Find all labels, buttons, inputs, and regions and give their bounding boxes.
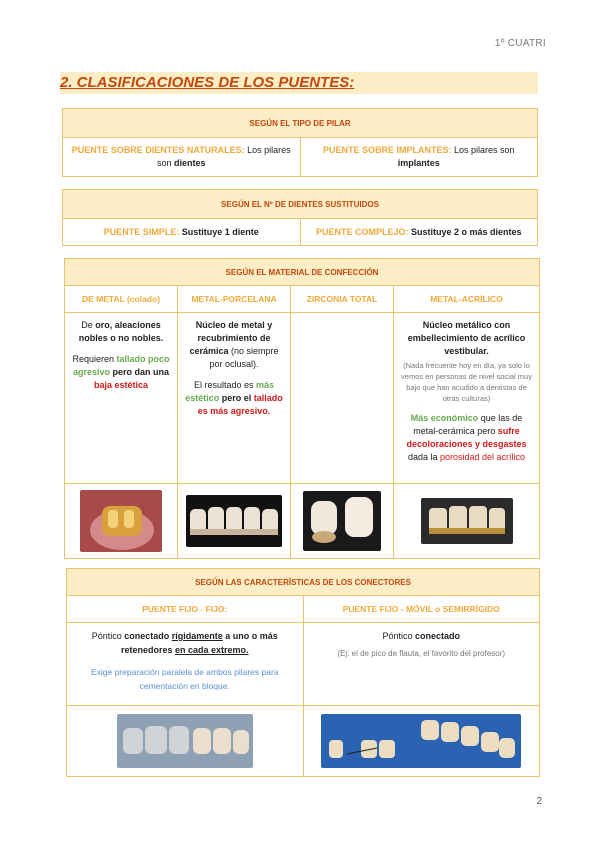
pilar-left-label: PUENTE SOBRE DIENTES NATURALES: (71, 145, 245, 155)
t: a uno o más retenedores (120, 631, 278, 655)
t: más estético (185, 380, 275, 403)
t: De (81, 320, 96, 330)
header-label: 1º CUATRI (494, 38, 546, 49)
t: rígidamente (171, 631, 223, 641)
t: tallado poco agresivo (72, 354, 170, 377)
dientes-heading: SEGÚN EL Nº DE DIENTES SUSTITUIDOS (63, 190, 538, 219)
col-metal: DE METAL (colado) (65, 286, 178, 313)
metal-photo-cell (65, 484, 178, 559)
metal-acrilico-desc (394, 313, 540, 484)
section-title: 2. CLASIFICACIONES DE LOS PUENTES: (60, 74, 355, 91)
t: baja estética (93, 380, 149, 390)
t: Más económico (410, 413, 479, 423)
t: oro, aleaciones nobles o no nobles. (78, 320, 164, 343)
acrylic-bridge-image (421, 498, 513, 544)
porcelana-photo-cell (178, 484, 291, 559)
t: en cada extremo. (174, 645, 249, 655)
semirigid-bridge-image (321, 714, 521, 768)
col-zirconia: ZIRCONIA TOTAL (291, 286, 394, 313)
t: Núcleo de metal y recubrimiento de cerámica (189, 320, 273, 356)
fixed-bridge-image (117, 714, 253, 768)
zirconia-desc (291, 313, 394, 484)
pilar-heading: SEGÚN EL TIPO DE PILAR (63, 109, 538, 138)
pilar-left-bold: dientes (174, 158, 206, 168)
t: Requieren (72, 354, 117, 364)
movil-photo-cell (303, 706, 540, 777)
col-metal-acrilico: METAL-ACRÍLICO (394, 286, 540, 313)
table-dientes (62, 189, 538, 246)
t: que las de metal-cerámica pero (413, 413, 523, 436)
t: conectado (415, 631, 461, 641)
t: (Nada frecuente hoy en día, ya solo lo vemos en personas de nivel social muy bajo que han acudido a dentistas de otras culturas) (401, 361, 532, 403)
pilar-left-text: Los pilares son (156, 145, 291, 168)
t: dada la (407, 452, 440, 462)
t: Exige preparación paralela de ambos pilares para cementación en bloque. (90, 667, 279, 691)
pilar-right-cell (300, 138, 538, 177)
porcelain-bridge-image (186, 495, 282, 547)
t: tallado es más agresivo. (197, 393, 283, 416)
t: pero el (219, 393, 254, 403)
col-fijo-fijo: PUENTE FIJO - FIJO: (67, 596, 304, 623)
table-pilar (62, 108, 538, 177)
material-heading: SEGÚN EL MATERIAL DE CONFECCIÓN (65, 259, 540, 286)
fijo-photo-cell (67, 706, 304, 777)
dientes-left-cell (63, 219, 301, 246)
table-material (64, 258, 540, 559)
pilar-left-cell (63, 138, 301, 177)
pilar-right-bold: implantes (397, 158, 440, 168)
dientes-left-text: Sustituye 1 diente (179, 227, 259, 237)
metal-crown-image (80, 490, 162, 552)
t: sufre decoloraciones y desgastes (406, 426, 527, 449)
fijo-fijo-desc (67, 623, 304, 706)
dientes-right-label: PUENTE COMPLEJO: (315, 227, 409, 237)
metal-porcelana-desc (178, 313, 291, 484)
col-fijo-movil: PUENTE FIJO - MÓVIL o SEMIRRÍGIDO (303, 596, 540, 623)
dientes-left-label: PUENTE SIMPLE: (103, 227, 180, 237)
fijo-movil-desc (303, 623, 540, 706)
t: Póntico (91, 631, 125, 641)
dientes-right-text: Sustituye 2 o más dientes (408, 227, 522, 237)
zirconia-crown-image (303, 491, 381, 551)
col-metal-porcelana: METAL-PORCELANA (178, 286, 291, 313)
metal-desc (65, 313, 178, 484)
t: pero dan una (110, 367, 170, 377)
dientes-right-cell (300, 219, 538, 246)
t: conectado (124, 631, 172, 641)
acrilico-photo-cell (394, 484, 540, 559)
t: Núcleo metálico con embellecimiento de acrílico vestibular. (407, 320, 526, 356)
t: Póntico (382, 631, 415, 641)
page-number: 2 (536, 796, 542, 807)
conectores-heading: SEGÚN LAS CARACTERÍSTICAS DE LOS CONECTORES (67, 569, 540, 596)
t: (no siempre por oclusal). (209, 346, 279, 369)
pilar-right-label: PUENTE SOBRE IMPLANTES: (322, 145, 452, 155)
pilar-right-text: Los pilares son (451, 145, 515, 155)
t: El resultado es (193, 380, 257, 390)
t: (Ej: el de pico de flauta, el favorito del profesor) (337, 649, 506, 658)
zirconia-photo-cell (291, 484, 394, 559)
table-conectores (66, 568, 540, 777)
t: porosidad del acrílico (439, 452, 526, 462)
